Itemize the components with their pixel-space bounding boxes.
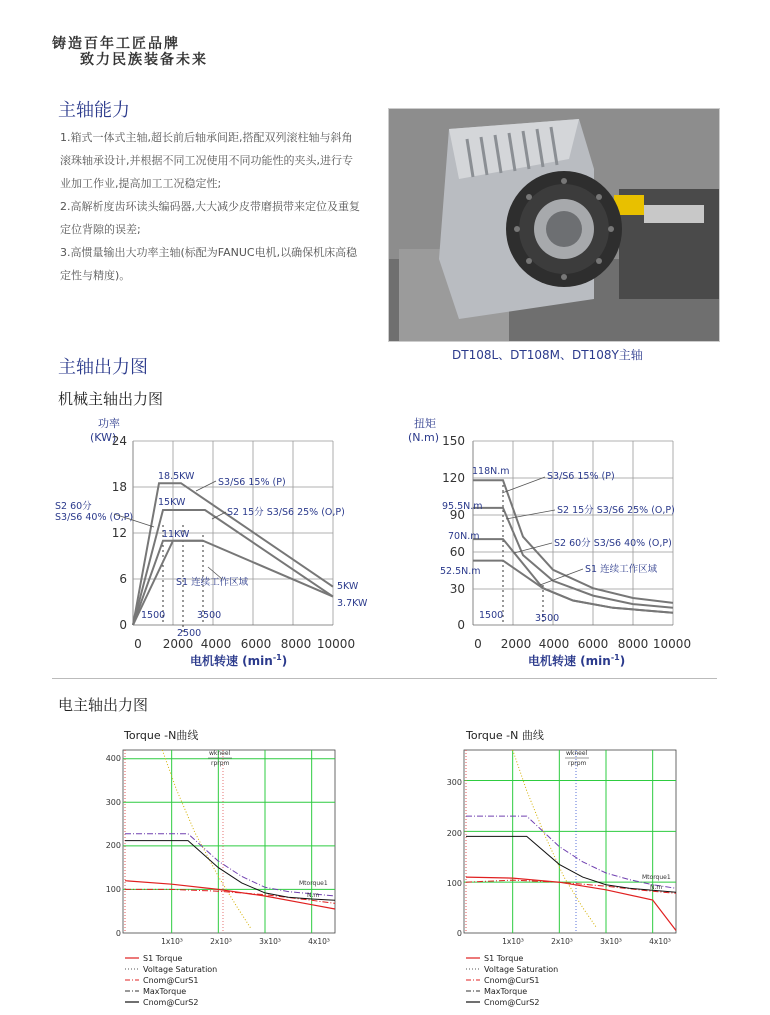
power-ylabel-unit: (KW) [90, 431, 117, 444]
e1-legend-max: MaxTorque [143, 987, 187, 996]
torque-ytick: 0 [457, 618, 465, 632]
e1-xtick: 4x10³ [308, 937, 330, 946]
e1-legend-voltage: Voltage Saturation [143, 965, 218, 974]
anno-t-s3-15: S3/S6 15% (P) [547, 471, 615, 482]
e2-ytick: 200 [446, 829, 462, 838]
e1-mtorque-label: Mtorque1 [299, 880, 328, 887]
e1-xtick: 1x10³ [161, 937, 183, 946]
e2-nm-label: N.m [650, 884, 663, 891]
e2-legend-cnom1: Cnom@CurS1 [484, 976, 540, 985]
e1-xtick: 3x10³ [259, 937, 281, 946]
e2-speed-box-bottom: rprpm [568, 760, 587, 767]
anno-52-5nm: 52.5N.m [440, 566, 481, 577]
torque-n-title-1: Torque -N曲线 [124, 729, 199, 742]
power-xtick: 8000 [280, 637, 312, 651]
anno-t-s2-60: S2 60分 S3/S6 40% (O,P) [554, 538, 672, 549]
slogan-line1: 铸造百年工匠品牌 [52, 36, 180, 52]
e2-ytick: 300 [446, 778, 462, 787]
e1-ytick: 100 [105, 885, 121, 894]
torque-ytick: 60 [449, 545, 465, 559]
anno-t-3500: 3500 [535, 613, 560, 624]
power-ytick: 24 [111, 434, 127, 448]
torque-chart [390, 415, 720, 670]
electric-chart-2 [436, 742, 696, 1012]
e1-ytick: 300 [105, 798, 121, 807]
power-xtick: 4000 [200, 637, 232, 651]
anno-t-1500: 1500 [479, 610, 504, 621]
e2-ytick: 100 [446, 879, 462, 888]
e2-ytick: 0 [456, 929, 462, 938]
e1-legend-s1: S1 Torque [143, 954, 183, 963]
section-divider [52, 678, 717, 679]
power-xtick: 10000 [316, 637, 356, 651]
torque-ytick: 120 [442, 471, 465, 485]
torque-xtick: 0 [474, 637, 482, 651]
torque-xtick: 4000 [538, 637, 570, 651]
anno-15kw: 15KW [158, 497, 186, 508]
power-ylabel: 功率 [98, 417, 120, 430]
output-title: 主轴出力图 [58, 357, 148, 378]
feature-item: 3.高惯量输出大功率主轴(标配为FANUC电机,以确保机床高稳定性与精度)。 [60, 246, 358, 282]
e2-legend-s1: S1 Torque [484, 954, 524, 963]
e2-speed-box-top: wkneel [566, 750, 588, 757]
photo-caption: DT108L、DT108M、DT108Y主轴 [452, 348, 643, 362]
feature-item: 2.高解析度齿环读头编码器,大大减少皮带磨损带来定位及重复定位背隙的误差; [60, 200, 360, 236]
torque-ytick: 150 [442, 434, 465, 448]
power-ytick: 12 [111, 526, 127, 540]
e1-speed-box-top: wkneel [209, 750, 231, 757]
e1-ytick: 200 [105, 841, 121, 850]
anno-t-s1: S1 连续工作区域 [585, 564, 658, 575]
anno-95-5nm: 95.5N.m [442, 501, 483, 512]
power-curve-s2-15 [133, 510, 333, 625]
spindle-title: 主轴能力 [58, 100, 130, 121]
torque-xtick: 6000 [577, 637, 609, 651]
slogan-line2: 致力民族装备未来 [80, 52, 208, 68]
torque-ylabel: 扭矩 [414, 417, 436, 430]
power-xtick: 0 [134, 637, 142, 651]
torque-ytick: 90 [449, 508, 465, 522]
anno-3500: 3500 [197, 610, 222, 621]
e1-legend-cnom1: Cnom@CurS1 [143, 976, 199, 985]
torque-xtick: 8000 [617, 637, 649, 651]
power-xtick: 6000 [240, 637, 272, 651]
e2-legend-voltage: Voltage Saturation [484, 965, 559, 974]
anno-s3-40: S3/S6 40% (O,P) [55, 512, 134, 523]
power-xlabel: 电机转速 $(\min^{-1})$ [190, 653, 288, 668]
torque-curve-s2-15 [473, 508, 673, 608]
e1-speed-box-bottom: rprpm [211, 760, 230, 767]
e2-xtick: 1x10³ [502, 937, 524, 946]
power-ytick: 6 [119, 572, 127, 586]
e1-xtick: 2x10³ [210, 937, 232, 946]
torque-xtick: 10000 [652, 637, 692, 651]
torque-ylabel-unit: (N.m) [408, 431, 440, 444]
anno-3-7kw: 3.7KW [337, 598, 368, 609]
e2-mtorque-label: Mtorque1 [642, 874, 671, 881]
e2-xtick: 4x10³ [649, 937, 671, 946]
anno-1500: 1500 [141, 610, 166, 621]
torque-xtick: 2000 [500, 637, 532, 651]
e1-ytick: 400 [105, 754, 121, 763]
anno-18-5kw: 18.5KW [158, 471, 195, 482]
power-xtick: 2000 [162, 637, 194, 651]
e2-legend-max: MaxTorque [484, 987, 528, 996]
anno-2500: 2500 [177, 628, 202, 639]
anno-11kw: 11KW [162, 529, 190, 540]
electric-chart-1 [95, 742, 355, 1012]
power-ytick: 0 [119, 618, 127, 632]
feature-item: 1.箱式一体式主轴,超长前后轴承间距,搭配双列滚柱轴与斜角滚珠轴承设计,并根据不同工况使用不同功能性的夹头,进行专业加工作业,提高加工工况稳定性; [60, 131, 353, 190]
torque-n-title-2: Torque -N 曲线 [466, 729, 544, 742]
e2-legend-cnom2: Cnom@CurS2 [484, 998, 540, 1007]
anno-s3-15: S3/S6 15% (P) [218, 477, 286, 488]
anno-5kw: 5KW [337, 581, 359, 592]
torque-ytick: 30 [449, 582, 465, 596]
anno-t-s2-15: S2 15分 S3/S6 25% (O,P) [557, 505, 675, 516]
feature-list [60, 126, 360, 287]
e1-ytick: 0 [115, 929, 121, 938]
e2-xtick: 3x10³ [600, 937, 622, 946]
spindle-photo [388, 108, 720, 342]
e2-xtick: 2x10³ [551, 937, 573, 946]
anno-70nm: 70N.m [448, 531, 480, 542]
power-ytick: 18 [111, 480, 127, 494]
elec-chart-title: 电主轴出力图 [58, 696, 149, 714]
power-chart [50, 415, 380, 670]
e1-legend-cnom2: Cnom@CurS2 [143, 998, 199, 1007]
anno-s2-60: S2 60分 [55, 501, 92, 512]
mech-chart-title: 机械主轴出力图 [58, 390, 164, 408]
torque-xlabel: 电机转速 $(\min^{-1})$ [528, 653, 626, 668]
anno-118nm: 118N.m [472, 466, 510, 477]
e1-nm-label: N.m [307, 892, 320, 899]
spindle-illustration [389, 109, 719, 341]
anno-s1: S1 连续工作区域 [176, 577, 249, 588]
anno-s2-15: S2 15分 S3/S6 25% (O,P) [227, 507, 345, 518]
